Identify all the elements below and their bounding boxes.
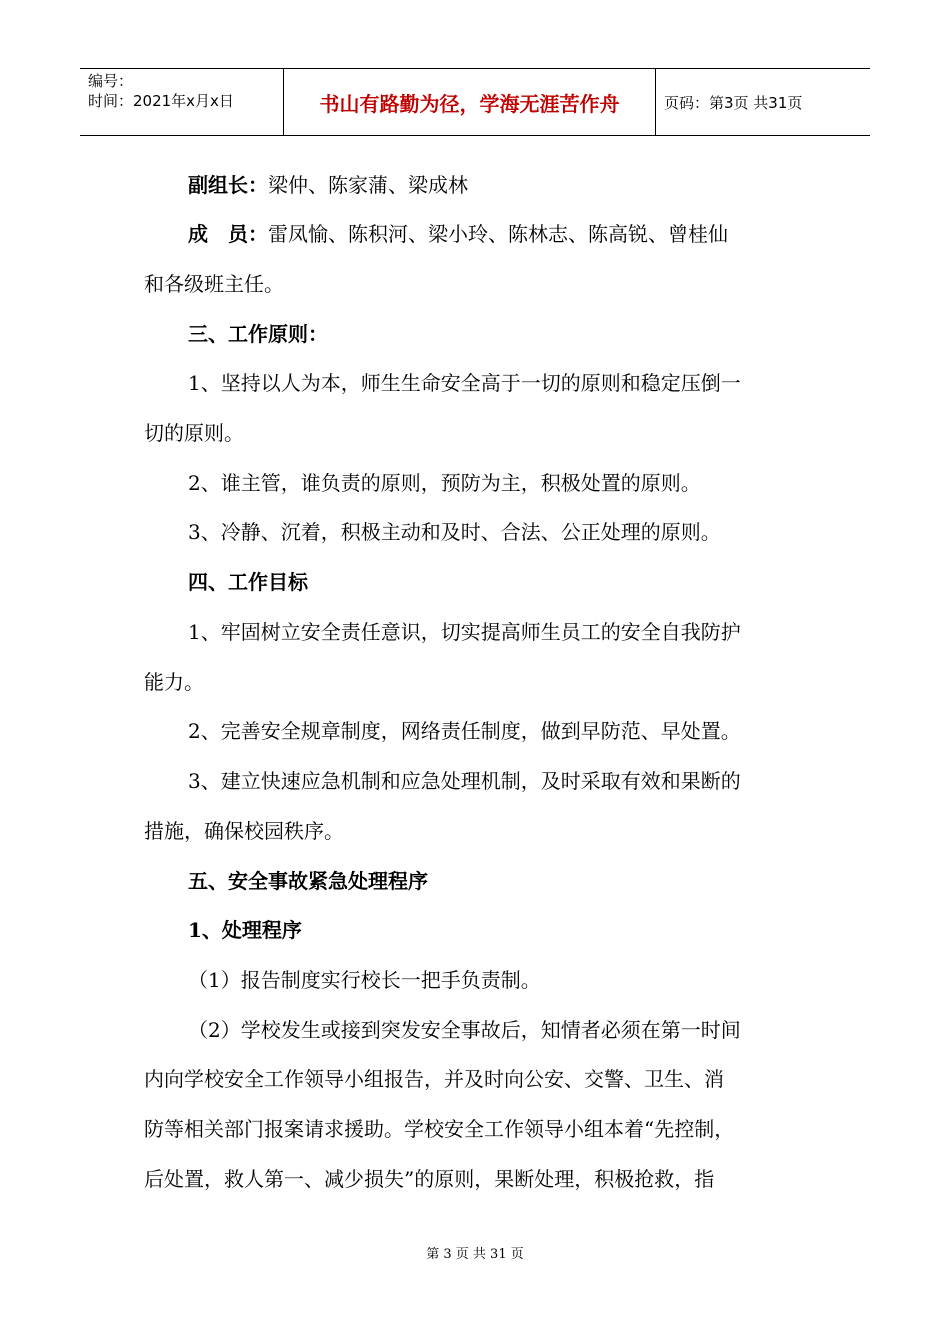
deputy-leaders-label: 副组长：: [188, 173, 268, 197]
goal-3-line-2: 措施，确保校园秩序。: [144, 819, 344, 843]
header-meta: [80, 69, 283, 135]
principle-1-line-2: 切的原则。: [144, 421, 244, 445]
members-continuation: 和各级班主任。: [144, 272, 284, 296]
goal-2: 2、完善安全规章制度，网络责任制度，做到早防范、早处置。: [188, 719, 741, 743]
procedure-2-line-3: 防等相关部门报案请求援助。学校安全工作领导小组本着“先控制，: [144, 1117, 735, 1141]
page-footer: 第 3 页 共 31 页: [426, 1247, 524, 1262]
members-line: [188, 219, 868, 249]
goal-3-line-1: 3、建立快速应急机制和应急处理机制，及时采取有效和果断的: [188, 769, 741, 793]
header-page-info: 页码：第3页 共31页: [664, 93, 803, 112]
header-date-label: 时间：2021年x月x日: [88, 92, 234, 110]
header-motto: 书山有路勤为径，学海无涯苦作舟: [283, 69, 656, 135]
goal-1-line-2: 能力。: [144, 670, 204, 694]
deputy-leaders-line: [188, 170, 868, 200]
section-3-title: 三、工作原则：: [188, 322, 328, 346]
section-5-title: 五、安全事故紧急处理程序: [188, 869, 428, 893]
header-number-label: 编号：: [88, 72, 134, 90]
deputy-leaders-names: 梁仲、陈家蒲、梁成林: [268, 173, 468, 197]
principle-3: 3、冷静、沉着，积极主动和及时、合法、公正处理的原则。: [188, 520, 721, 544]
subsection-1-title: 1、处理程序: [188, 918, 302, 942]
section-4-title: 四、工作目标: [188, 570, 308, 594]
principle-1-line-1: 1、坚持以人为本，师生生命安全高于一切的原则和稳定压倒一: [188, 371, 741, 395]
procedure-2-line-2: 内向学校安全工作领导小组报告，并及时向公安、交警、卫生、消: [144, 1067, 724, 1091]
procedure-1: （1）报告制度实行校长一把手负责制。: [188, 968, 541, 992]
members-label: 成 员：: [188, 222, 268, 246]
members-names: 雷凤愉、陈积河、梁小玲、陈林志、陈高锐、曾桂仙: [268, 222, 728, 246]
page-header: [80, 68, 870, 136]
goal-1-line-1: 1、牢固树立安全责任意识，切实提高师生员工的安全自我防护: [188, 620, 741, 644]
principle-2: 2、谁主管，谁负责的原则，预防为主，积极处置的原则。: [188, 471, 701, 495]
procedure-2-line-4: 后处置，救人第一、减少损失”的原则，果断处理，积极抢救，指: [144, 1167, 715, 1191]
procedure-2-line-1: （2）学校发生或接到突发安全事故后，知情者必须在第一时间: [188, 1018, 741, 1042]
